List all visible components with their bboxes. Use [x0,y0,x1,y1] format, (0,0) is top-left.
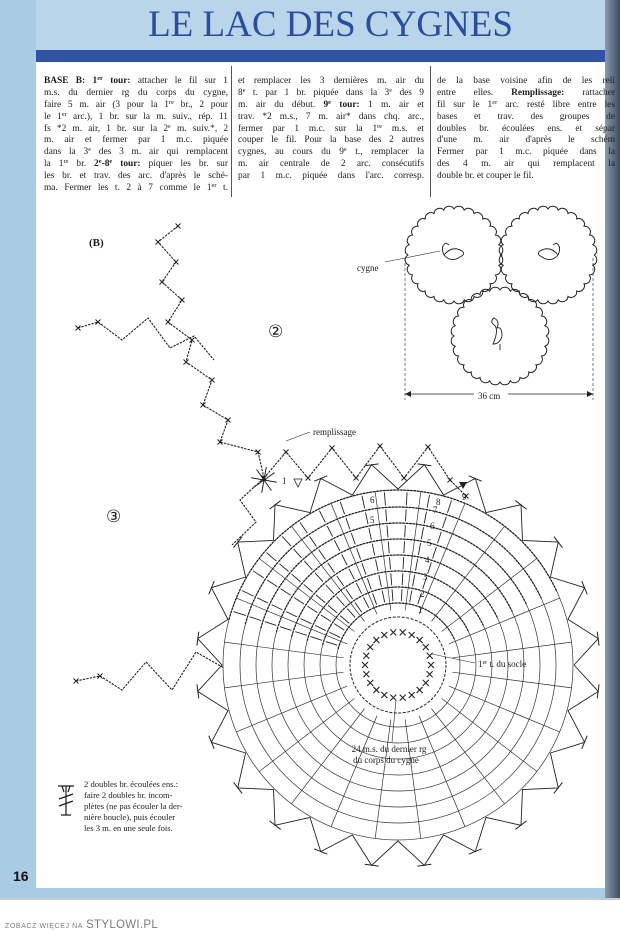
text-segment: faire 5 m. air (3 pour la 1 [44,99,169,110]
treble-stitch-mark [326,585,334,594]
treble-stitch-mark [310,536,317,546]
treble-stitch-mark [347,609,355,618]
cluster-symbol-path [58,786,74,815]
text-segment: bases et trav. des groupes de [437,111,615,122]
lower-left-chain-arm [76,652,224,690]
treble-stitch-mark [279,564,288,572]
single-crochet-mark [400,629,406,635]
superscript-text: e [98,158,102,166]
socle-label [478,659,526,669]
treble-stitch-mark [257,598,268,603]
bold-text: 2 [94,159,99,170]
superscript-text: re [168,98,174,106]
row-number-label: 5 [427,538,432,548]
chain-arc [245,507,541,624]
row-number-label: 8 [436,497,441,507]
text-segment: m. suiv.*, 2 [170,123,229,134]
single-crochet-mark [448,478,453,483]
row-number-label: 7 [433,505,438,515]
treble-stitch-mark [340,502,344,514]
center-note-leader-line [392,700,396,742]
bold-text: Remplissage: [511,87,565,98]
single-crochet-mark [362,662,368,668]
single-crochet-mark [367,680,373,686]
single-crochet-mark [306,476,311,481]
round-circle [304,571,492,759]
footer-site-link[interactable]: STYLOWI.PL [86,919,159,931]
treble-stitch-mark [406,509,407,521]
row-number-label: 5 [370,515,375,525]
stitch-spoke [259,698,354,771]
treble-stitch-mark [376,559,378,571]
treble-stitch-mark [342,555,347,566]
text-segment: la 1 [44,159,64,170]
treble-stitch-mark [304,584,313,592]
text-segment: d'une m. air d'après le schém [437,135,615,146]
treble-stitch-mark [266,553,276,561]
text-segment: couper le fil. Pour la base des 2 autres [238,135,424,146]
treble-stitch-mark [351,533,355,544]
dimension-label: 36 cm [478,391,501,401]
superscript-text: er [211,182,217,190]
swan-icon [492,318,502,350]
bold-text: -8 [101,159,110,170]
treble-stitch-mark [386,509,387,521]
treble-stitch-mark [286,612,297,617]
text-segment: rattacher [564,87,615,98]
text-segment: m. air centrale de 2 arc. consécutifs [238,159,424,170]
row-number-label: 3 [423,572,428,582]
page-title: LE LAC DES CYGNES [148,4,513,45]
treble-stitch-mark [413,575,415,587]
superscript-text: e [168,122,171,130]
single-crochet-mark [156,240,161,245]
connecting-chains [74,224,469,691]
swan-label: cygne [357,263,379,273]
treble-stitch-mark [372,544,374,556]
text-segment: t., remplacer la [346,147,424,158]
text-segment: des 3 m. air qui remplacent [91,147,228,158]
treble-stitch-mark [390,557,391,569]
treble-stitch-mark [304,561,312,570]
treble-stitch-mark [327,526,332,537]
end-marker-triangle [459,482,467,489]
superscript-text: e [109,158,113,166]
single-crochet-mark [373,637,379,643]
single-crochet-mark [409,632,415,638]
single-crochet-mark [354,476,359,481]
text-segment: piquer les br. sur [140,159,228,170]
treble-stitch-mark [369,528,371,540]
legend-line: 2 doubles br. écoulées ens.: [84,779,179,789]
start-marker-triangle [294,479,302,487]
treble-stitch-mark [295,632,306,636]
treble-stitch-mark [272,605,283,610]
treble-stitch-mark [250,617,261,621]
treble-stitch-mark [311,637,322,641]
single-crochet-mark [428,662,434,668]
single-crochet-mark [284,450,289,455]
single-crochet-mark [210,378,215,383]
treble-stitch-mark [292,574,301,582]
swan-icon [442,243,463,260]
superscript-text: er [97,75,103,82]
text-segment: par 1 m.c. piquée dans l'arc. corresp. [238,171,424,182]
descending-chain [232,478,264,545]
treble-stitch-mark [404,541,405,553]
stitch-spoke [431,526,504,621]
treble-stitch-mark [307,606,317,613]
text-segment: des 4 m. air qui remplacent la [437,159,615,170]
superscript-text: re [63,158,69,166]
single-crochet-mark [373,687,379,693]
single-crochet-mark [201,403,206,408]
text-segment: m. air et fermer par 1 m.c. piquée [44,135,228,146]
stitch-spoke [442,558,537,631]
treble-stitch-mark [391,573,392,585]
stitch-spoke [259,558,354,631]
footer-prefix: ZOBACZ WIĘCEJ NA [5,923,84,930]
superscript-text: e [328,98,331,106]
row-number-label: 6 [370,495,375,505]
treble-stitch-mark [356,583,361,594]
diagram-label-b: (B) [89,237,104,249]
section-2-marker: ② [268,322,284,342]
stitch-spoke [442,698,537,771]
text-segment: double br. et couper le fil. [437,171,534,182]
text-segment: br., 2 pour [173,99,228,110]
text-segment: doubles br. écoulées ens. et sépar [437,123,615,134]
superscript-text: er [492,98,498,106]
treble-stitch-mark [328,605,337,613]
remplissage-leader-line [286,432,310,441]
treble-stitch-mark [421,527,423,539]
socle-label-num: 1 [478,659,483,669]
treble-stitch-mark [319,550,326,560]
treble-stitch-mark [294,597,304,604]
stitch-spoke [453,642,572,658]
remplissage-label: remplissage [313,427,356,437]
treble-stitch-mark [329,632,340,637]
socle-label-sup: er [482,660,488,666]
legend-line: plètes (ne pas écouler la der- [84,801,183,811]
swan-icon [538,243,559,260]
treble-stitch-mark [387,525,388,537]
treble-stitch-mark [433,547,437,558]
text-segment: entre elles. [437,87,512,98]
treble-stitch-mark [340,616,349,624]
treble-stitch-mark [392,589,393,601]
superscript-text: e [389,86,393,94]
treble-stitch-mark [301,619,312,624]
treble-stitch-mark [315,625,326,630]
superscript-text: er [61,110,67,118]
assembly-schematic [385,206,597,400]
single-crochet-mark [367,644,373,650]
stitch-spoke [224,672,343,688]
text-segment: t. [216,183,228,194]
single-crochet-mark [400,695,406,701]
single-crochet-mark [390,629,396,635]
superscript-text: re [377,122,383,130]
treble-stitch-mark [438,532,442,543]
single-crochet-mark [409,692,415,698]
treble-stitch-mark [334,624,344,631]
single-crochet-mark [423,644,429,650]
text-segment: trav. *2 m.s., 7 m. air* dans chq. arc., [238,111,424,122]
single-crochet-mark [226,418,231,423]
single-crochet-mark [427,671,433,677]
legend-line: nière boucle), puis écouler [84,812,176,822]
single-crochet-mark [417,637,423,643]
treble-stitch-mark [326,642,337,646]
treble-stitch-mark [405,525,406,537]
treble-stitch-mark [424,512,426,524]
bold-text: tour: [112,159,141,170]
center-note-line-2: du corps du cygne [353,755,419,765]
single-crochet-mark [160,280,165,285]
text-segment: m.s. du dernier rg du corps du cygne, [44,87,228,98]
text-segment: dans la 3 [44,147,89,158]
swan-leader-line [385,251,440,262]
single-crochet-mark [184,360,189,365]
page-number: 16 [13,868,29,884]
text-segment: fs *2 m. air, 1 br. sur la 2 [44,123,169,134]
stitch-spoke [453,672,572,688]
bold-text: 9 [323,99,329,110]
treble-stitch-mark [401,589,402,601]
text-segment: fil sur le 1 [437,99,493,110]
single-crochet-mark [378,444,383,449]
double-treble-cluster-icon [58,786,74,815]
section-3-marker: ③ [106,507,122,527]
text-segment: t. par 1 br. piquée dans la 3 [245,87,390,98]
stitch-spoke [431,709,504,804]
treble-stitch-mark [403,557,404,569]
treble-stitch-mark [373,593,377,604]
round-circle [288,555,508,775]
treble-stitch-mark [267,580,277,587]
treble-stitch-mark [336,597,344,606]
text-segment: 1 m. air et [359,99,424,110]
base-wheel-chart [197,432,599,866]
treble-stitch-mark [402,573,403,585]
treble-stitch-mark [334,540,339,551]
bold-text: tour: [330,99,360,110]
stitch-spoke [405,491,421,610]
start-label: 1 [282,476,287,486]
single-crochet-mark [402,476,407,481]
text-segment: de la base voisine afin de les reli [437,76,615,86]
row-number-label: 2 [420,589,425,599]
single-crochet-mark [426,445,431,450]
single-crochet-mark [423,680,429,686]
single-crochet-mark [166,320,171,325]
treble-stitch-mark [281,589,291,596]
treble-stitch-mark [363,597,368,608]
single-crochet-mark [174,260,179,265]
socle-label-rest: t. du socle [487,659,527,669]
text-segment: arc. resté libre entre les [497,99,615,110]
treble-stitch-mark [382,591,384,603]
treble-stitch-mark [362,496,365,509]
single-crochet-mark [381,632,387,638]
treble-stitch-mark [328,563,335,573]
text-segment: m.s. et [382,123,424,134]
treble-stitch-mark [418,543,420,555]
legend-line: les 3 m. en une seule fois. [84,823,173,833]
treble-stitch-mark [315,573,323,582]
treble-stitch-mark [362,563,366,574]
text-segment: attacher le fil sur 1 [130,76,228,86]
treble-stitch-mark [233,612,245,616]
outer-zigzag-edge [198,465,599,866]
text-segment: ma. Fermer les t. 2 à 7 comme le 1 [44,183,212,194]
superscript-text: e [242,86,246,94]
text-segment: des 9 [392,87,424,98]
treble-stitch-mark [282,536,291,546]
treble-stitch-mark [321,615,331,622]
treble-stitch-mark [410,590,412,602]
text-segment: cygnes, au cours du 9 [238,147,344,158]
treble-stitch-mark [447,500,451,512]
stitch-spoke [405,720,421,839]
text-segment: br. [68,159,95,170]
bold-text: BASE B: 1 [44,76,98,86]
treble-stitch-mark [415,559,417,571]
treble-stitch-mark [337,576,344,586]
treble-stitch-mark [366,512,368,524]
remplissage-chain-band [264,446,466,496]
row-number-label: 4 [425,555,430,565]
text-segment: 8 [238,87,243,98]
single-crochet-mark [390,695,396,701]
treble-stitch-mark [346,518,350,529]
single-crochet-mark [180,298,185,303]
text-segment: et remplacer les 3 dernières m. air du [238,76,424,86]
row-number-label: 9 [462,492,467,502]
text-segment: arc.), 1 br. sur la m. suiv., rép. 11 [66,111,228,122]
treble-stitch-mark [280,627,291,631]
legend-line: faire 2 doubles br. incom- [84,790,173,800]
single-crochet-mark [363,653,369,659]
single-crochet-mark [417,687,423,693]
treble-stitch-mark [319,511,325,523]
treble-stitch-mark [294,549,302,558]
single-crochet-mark [363,671,369,677]
row-number-label: 6 [430,521,435,531]
text-segment: fermer par 1 m.c. sur la 1 [238,123,378,134]
treble-stitch-mark [379,575,381,587]
treble-stitch-mark [349,569,354,580]
treble-stitch-mark [253,571,264,578]
superscript-text: e [88,146,92,154]
stitch-spoke [375,720,391,839]
watermark-footer [5,915,158,933]
treble-stitch-mark [406,492,407,505]
text-segment: les br. et trav. des arc. d'après le sché- [44,171,228,182]
treble-stitch-mark [300,522,307,533]
treble-stitch-mark [384,493,385,506]
superscript-text: e [343,146,347,154]
single-crochet-mark [176,224,181,229]
treble-stitch-mark [346,589,353,599]
treble-stitch-mark [265,622,276,626]
text-segment: Fermer par 1 m.c. piquée dans la [437,147,615,158]
treble-stitch-mark [442,517,446,528]
round-circle [320,587,476,743]
treble-stitch-mark [316,595,325,603]
text-segment: m. air du début. [238,99,324,110]
center-note-line-1: 24 m.s. du dernier rg [351,744,427,754]
treble-stitch-mark [242,591,254,597]
treble-stitch-mark [427,495,429,508]
single-crochet-mark [330,446,335,451]
treble-stitch-mark [388,541,389,553]
text-segment: le 1 [44,111,62,122]
stitch-spoke [224,642,343,658]
treble-stitch-mark [357,548,361,559]
single-crochet-mark [427,653,433,659]
single-crochet-mark [381,692,387,698]
stitch-legend [84,779,234,834]
row-number-label: 1 [418,605,423,615]
bold-text: tour: [102,76,131,86]
socle-leader-line [432,654,475,663]
treble-stitch-mark [367,578,371,589]
